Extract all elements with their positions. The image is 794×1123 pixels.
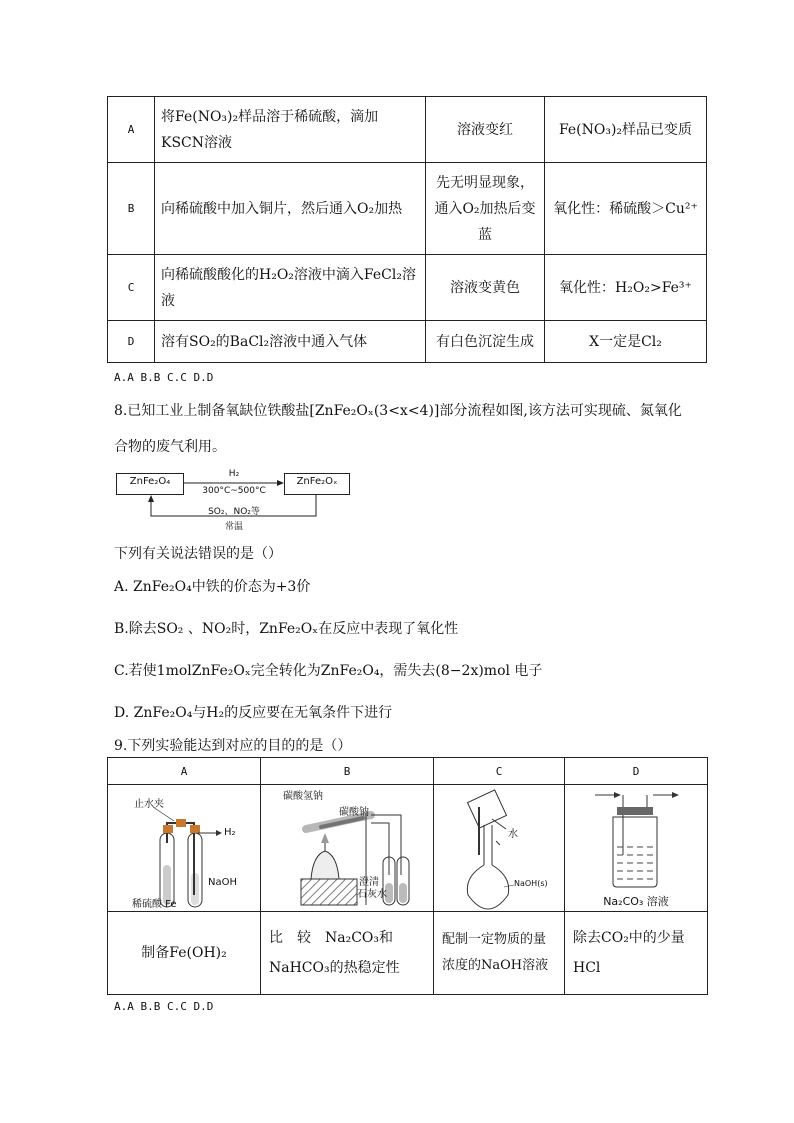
table-row — [108, 255, 707, 321]
operation-cell: 向稀硫酸酸化的H₂O₂溶液中滴入FeCl₂溶液 — [155, 255, 426, 321]
label-na2co3-solution: Na₂CO₃ 溶液 — [603, 895, 669, 908]
q9-options: A.A B.B C.C D.D — [114, 1000, 214, 1013]
apparatus-volumetric-flask — [434, 785, 564, 911]
conclusion-cell: Fe(NO₃)₂样品已变质 — [545, 97, 707, 163]
figure-cell-b — [261, 785, 434, 912]
conclusion-cell: 氧化性：稀硫酸＞Cu²⁺ — [545, 163, 707, 255]
row-key: B — [108, 163, 155, 255]
q9-stem: 9.下列实验能达到对应的目的的是（） — [114, 738, 352, 754]
table-row — [108, 912, 708, 995]
header-cell: D — [565, 758, 708, 785]
label-limewater-2: 石灰水 — [357, 889, 387, 900]
operation-cell: 溶有SO₂的BaCl₂溶液中通入气体 — [155, 321, 426, 363]
operation-cell: 将Fe(NO₃)₂样品溶于稀硫酸，滴加KSCN溶液 — [155, 97, 426, 163]
purpose-cell: 除去CO₂中的少量HCl — [565, 912, 708, 995]
q7-table — [107, 96, 707, 363]
header-cell: C — [434, 758, 565, 785]
label-water: 水 — [508, 829, 518, 840]
table-row — [108, 758, 708, 785]
figure-cell-d — [565, 785, 708, 912]
q9-table — [107, 757, 708, 995]
flow-right-label: ZnFe₂Oₓ — [296, 476, 338, 487]
flow-bottom-reagent: SO₂、NO₂等 — [208, 507, 260, 517]
conclusion-cell: X一定是Cl₂ — [545, 321, 707, 363]
purpose-cell: 制备Fe(OH)₂ — [108, 912, 261, 995]
q8-prompt: 下列有关说法错误的是（） — [114, 546, 282, 562]
label-na2co3: 碳酸钠 — [339, 807, 369, 818]
table-row — [108, 163, 707, 255]
table-row — [108, 97, 707, 163]
phenomenon-cell: 溶液变黄色 — [426, 255, 545, 321]
label-acid-fe: 稀硫酸 Fe — [132, 899, 177, 910]
label-naoh-solid: NaOH(s) — [514, 879, 548, 888]
table-row — [108, 785, 708, 912]
operation-cell: 向稀硫酸中加入铜片，然后通入O₂加热 — [155, 163, 426, 255]
figure-cell-a — [108, 785, 261, 912]
header-cell: B — [261, 758, 434, 785]
q8-option-a: A. ZnFe₂O₄中铁的价态为+3价 — [114, 579, 311, 595]
flow-bottom-condition: 常温 — [224, 522, 243, 532]
purpose-cell: 比 较 Na₂CO₃和NaHCO₃的热稳定性 — [261, 912, 434, 995]
purpose-cell: 配制一定物质的量浓度的NaOH溶液 — [434, 912, 565, 995]
row-key: C — [108, 255, 155, 321]
flow-left-label: ZnFe₂O₄ — [129, 476, 171, 487]
label-h2: H₂ — [224, 827, 236, 838]
conclusion-cell: 氧化性：H₂O₂>Fe³⁺ — [545, 255, 707, 321]
phenomenon-cell: 溶液变红 — [426, 97, 545, 163]
q8-stem-line2: 合物的废气利用。 — [114, 439, 226, 455]
figure-cell-c — [434, 785, 565, 912]
q8-flow-diagram — [114, 466, 354, 532]
q8-option-d: D. ZnFe₂O₄与H₂的反应要在无氧条件下进行 — [114, 705, 393, 721]
label-nahco3: 碳酸氢钠 — [283, 791, 323, 802]
q8-option-c: C.若使1molZnFe₂Oₓ完全转化为ZnFe₂O₄，需失去(8−2x)mol 电子 — [114, 663, 543, 679]
q8-stem-line1: 8.已知工业上制备氧缺位铁酸盐[ZnFe₂Oₓ(3<x<4)]部分流程如图,该方法可实现硫、氮氧化 — [114, 403, 682, 419]
flow-top-condition: 300°C~500°C — [202, 486, 266, 496]
header-cell: A — [108, 758, 261, 785]
label-limewater-1: 澄清 — [359, 877, 379, 888]
label-clamp: 止水夹 — [134, 799, 164, 810]
phenomenon-cell: 有白色沉淀生成 — [426, 321, 545, 363]
table-row — [108, 321, 707, 363]
flow-top-reagent: H₂ — [228, 469, 240, 479]
q7-options: A.A B.B C.C D.D — [114, 371, 214, 384]
phenomenon-cell: 先无明显现象，通入O₂加热后变蓝 — [426, 163, 545, 255]
row-key: A — [108, 97, 155, 163]
apparatus-fe-oh2 — [108, 785, 260, 911]
q8-option-b: B.除去SO₂ 、NO₂时，ZnFe₂Oₓ在反应中表现了氧化性 — [114, 621, 459, 637]
label-naoh: NaOH — [208, 877, 237, 888]
row-key: D — [108, 321, 155, 363]
